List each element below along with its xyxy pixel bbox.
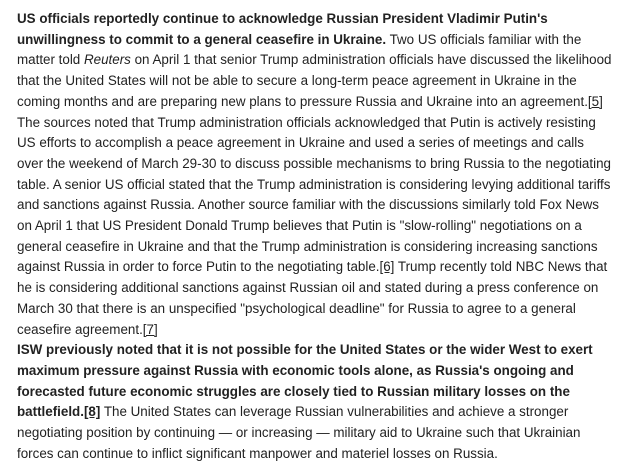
footnote-link-8[interactable]: [8] xyxy=(83,404,101,420)
paragraph xyxy=(17,340,613,464)
body-text: The sources noted that Trump administration officials acknowledged that Putin is actively resisting US efforts to accomplish a peace agreement in Ukraine and used a series of meetings and calls over the weekend of March 29-30 to discuss possible mechanisms to bring Russia to the negotiating table. A senior US official stated that the Trump administration is considering levying additional tariffs and sanctions against Russia. Another source familiar with the discussions similarly told Fox News on April 1 that US President Donald Trump believes that Putin is "slow-rolling" negotiations on a general ceasefire in Ukraine and that the Trump administration is considering increasing sanctions against Russia in order to force Putin to the negotiating table. xyxy=(17,114,611,275)
paragraph xyxy=(17,9,613,340)
body-text: Trump recently told NBC News that he is considering additional sanctions against Russian oil and stated during a press conference on March 30 that there is an unspecified "psychological deadline" for Russia to agree to a general ceasefire agreement. xyxy=(17,259,608,337)
outlet-name: Reuters xyxy=(83,52,131,68)
body-text: The United States can leverage Russian vulnerabilities and achieve a stronger negotiating position by continuing — or increasing — military aid to Ukraine such that Ukrainian forces can continue to inflict significant manpower and materiel losses on Russia. xyxy=(17,404,581,461)
footnote-link-5[interactable]: [5] xyxy=(587,93,603,109)
footnote-link-6[interactable]: [6] xyxy=(379,259,395,275)
body-text: Two US officials familiar with the matter told xyxy=(17,31,582,68)
footnote-link-7[interactable]: [7] xyxy=(142,321,158,337)
body-text: on April 1 that senior Trump administration officials have discussed the likelihood that the United States will not be able to secure a long-term peace agreement in Ukraine in the coming months and are preparing new plans to pressure Russia and Ukraine into an agreement. xyxy=(17,52,612,109)
lead-sentence: US officials reportedly continue to acknowledge Russian President Vladimir Putin's unwillingness to commit to a general ceasefire in Ukraine. xyxy=(17,11,548,47)
lead-text: ISW previously noted that it is not possible for the United States or the wider West to exert maximum pressure against Russia with economic tools alone, as Russia's ongoing and forecasted future economic struggles are closely tied to Russian military losses on the battlefield. xyxy=(17,342,593,420)
